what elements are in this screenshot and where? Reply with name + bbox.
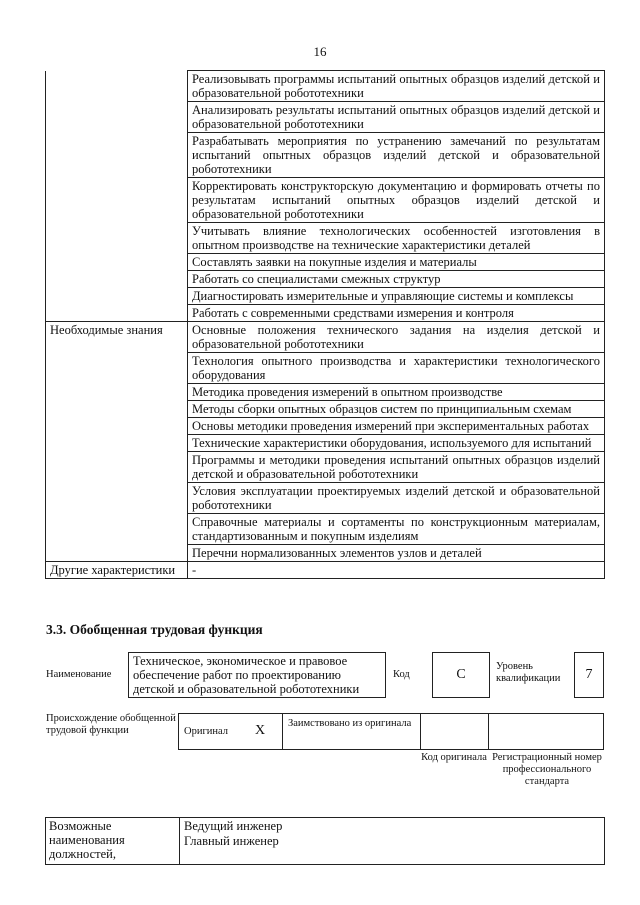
table-row	[46, 71, 605, 102]
label-cell	[46, 452, 188, 483]
level-value: 7	[585, 667, 593, 682]
other-characteristics-value: -	[188, 562, 605, 579]
label-cell	[46, 435, 188, 452]
label-cell	[46, 133, 188, 178]
skill-item: Диагностировать измерительные и управляющие системы и комплексы	[188, 288, 605, 305]
label-cell	[46, 71, 188, 102]
table-row	[46, 483, 605, 514]
skills-knowledge-table	[45, 70, 605, 579]
label-cell	[46, 514, 188, 545]
table-row	[46, 418, 605, 435]
section-heading: 3.3. Обобщенная трудовая функция	[46, 622, 263, 637]
table-row	[46, 288, 605, 305]
table-row	[46, 223, 605, 254]
knowledge-item: Технические характеристики оборудования, используемого для испытаний	[188, 435, 605, 452]
skill-item: Учитывать влияние технологических особенностей изготовления в опытном производстве на технические характеристики деталей	[188, 223, 605, 254]
name-label: Наименование	[46, 669, 112, 680]
code-label: Код	[393, 669, 410, 680]
table-row	[46, 178, 605, 223]
skill-item: Анализировать результаты испытаний опытных образцов изделий детской и образовательной робототехники	[188, 102, 605, 133]
table-row	[46, 353, 605, 384]
knowledge-label: Необходимые знания	[46, 322, 188, 353]
level-label: Уровень квалификации	[496, 661, 561, 684]
label-cell	[46, 305, 188, 322]
table-row	[46, 322, 605, 353]
knowledge-item: Перечни нормализованных элементов узлов и деталей	[188, 545, 605, 562]
table-row	[46, 102, 605, 133]
knowledge-item: Справочные материалы и сортаменты по конструкционным материалам, стандартизованным и покупным изделиям	[188, 514, 605, 545]
table-row	[46, 133, 605, 178]
positions-label: Возможные наименования должностей,	[46, 818, 180, 864]
borrowed-cell	[283, 714, 421, 749]
label-cell	[46, 178, 188, 223]
origin-code-cell	[421, 714, 489, 749]
page-number: 16	[313, 44, 327, 59]
table-row	[46, 384, 605, 401]
knowledge-item: Технология опытного производства и характеристики технологического оборудования	[188, 353, 605, 384]
original-mark: X	[255, 723, 266, 738]
function-name-value: Техническое, экономическое и правовое обеспечение работ по проектированию детской и образовательной робототехники	[133, 654, 360, 696]
positions-table	[45, 817, 605, 865]
label-cell	[46, 102, 188, 133]
label-cell	[46, 418, 188, 435]
table-row	[46, 254, 605, 271]
origin-code-caption: Код оригинала	[421, 752, 487, 763]
label-cell	[46, 384, 188, 401]
skill-item: Корректировать конструкторскую документацию и формировать отчеты по результатам испытаний опытных образцов изделий детской и образовательной робототехники	[188, 178, 605, 223]
knowledge-item: Методика проведения измерений в опытном производстве	[188, 384, 605, 401]
table-row	[46, 271, 605, 288]
function-name-box	[128, 652, 386, 698]
origin-label: Происхождение обобщенной трудовой функции	[46, 713, 176, 736]
code-box	[432, 652, 490, 698]
label-cell	[46, 353, 188, 384]
skill-item: Работать с современными средствами измерения и контроля	[188, 305, 605, 322]
label-cell	[46, 254, 188, 271]
knowledge-item: Программы и методики проведения испытаний опытных образцов изделий детской и образовательной робототехники	[188, 452, 605, 483]
label-cell	[46, 483, 188, 514]
skill-item: Работать со специалистами смежных структур	[188, 271, 605, 288]
knowledge-item: Условия эксплуатации проектируемых изделий детской и образовательной робототехники	[188, 483, 605, 514]
table-row	[46, 562, 605, 579]
table-row	[46, 545, 605, 562]
table-row	[46, 435, 605, 452]
table-row	[46, 401, 605, 418]
knowledge-item: Основные положения технического задания на изделия детской и образовательной робототехники	[188, 322, 605, 353]
table-row	[46, 514, 605, 545]
origin-row	[178, 713, 604, 750]
original-cell	[179, 714, 283, 749]
reg-number-caption: Регистрационный номер профессионального стандарта	[492, 752, 602, 787]
position-item: Ведущий инженер	[184, 819, 283, 833]
level-box	[574, 652, 604, 698]
table-row	[46, 305, 605, 322]
label-cell	[46, 223, 188, 254]
skill-item: Составлять заявки на покупные изделия и материалы	[188, 254, 605, 271]
knowledge-item: Основы методики проведения измерений при экспериментальных работах	[188, 418, 605, 435]
borrowed-label: Заимствовано из оригинала	[288, 718, 412, 729]
position-item: Главный инженер	[184, 834, 279, 848]
label-cell	[46, 545, 188, 562]
table-row	[46, 452, 605, 483]
knowledge-item: Методы сборки опытных образцов систем по принципиальным схемам	[188, 401, 605, 418]
code-value: C	[456, 667, 466, 682]
label-cell	[46, 271, 188, 288]
label-cell	[46, 401, 188, 418]
other-characteristics-label: Другие характеристики	[46, 562, 188, 579]
positions-values	[184, 819, 282, 849]
original-label: Оригинал	[184, 726, 228, 737]
skill-item: Реализовывать программы испытаний опытных образцов изделий детской и образовательной робототехники	[188, 71, 605, 102]
skill-item: Разрабатывать мероприятия по устранению замечаний по результатам испытаний опытных образцов изделий детской и образовательной робототехники	[188, 133, 605, 178]
label-cell	[46, 288, 188, 305]
